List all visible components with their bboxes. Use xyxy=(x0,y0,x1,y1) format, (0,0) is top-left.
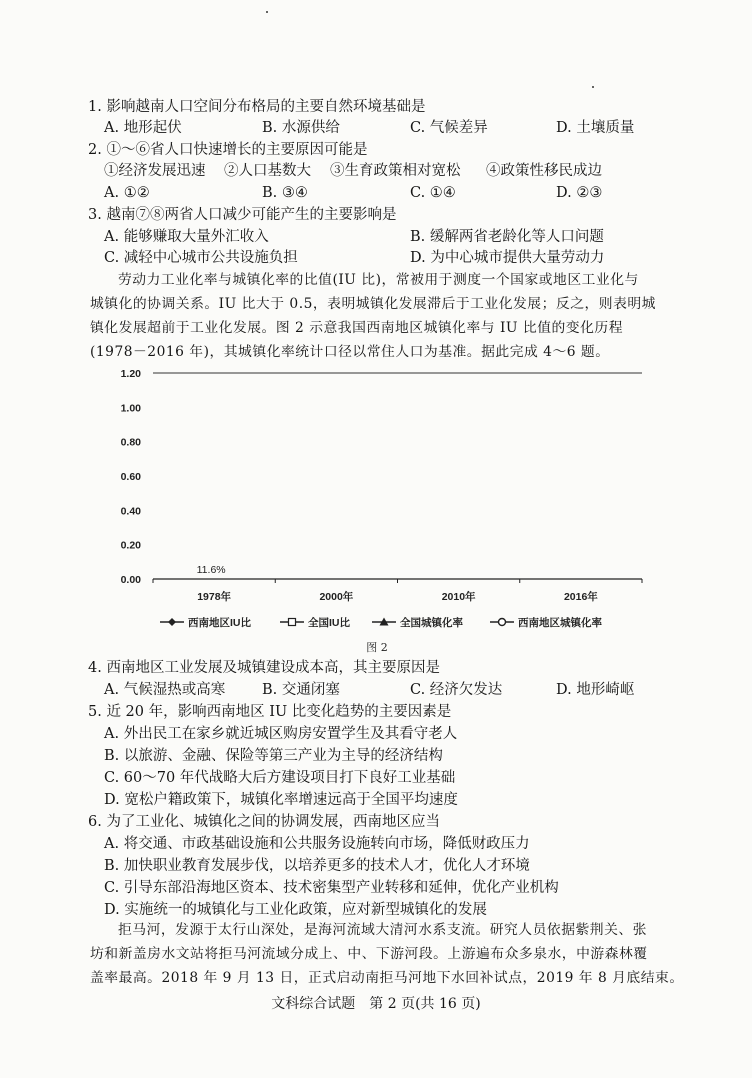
question-6-option-c: C. 引导东部沿海地区资本、技术密集型产业转移和延伸，优化产业机构 xyxy=(104,880,559,896)
chart-caption: 图 2 xyxy=(366,641,388,654)
question-1-option-b: B. 水源供给 xyxy=(262,120,340,136)
intro-line-3: 镇化发展超前于工业化发展。图 2 示意我国西南地区城镇化率与 IU 比值的变化历程 xyxy=(90,320,623,336)
question-3-option-a: A. 能够赚取大量外汇收入 xyxy=(104,229,269,245)
legend-label: 全国城镇化率 xyxy=(400,617,463,629)
legend-label: 西南地区城镇化率 xyxy=(518,617,602,629)
question-6-option-a: A. 将交通、市政基础设施和公共服务设施转向市场，降低财政压力 xyxy=(104,836,530,852)
question-1-option-d: D. 土壤质量 xyxy=(556,120,635,136)
line-chart xyxy=(0,360,752,654)
question-5-option-a: A. 外出民工在家乡就近城区购房安置学生及其看守老人 xyxy=(104,726,458,742)
question-4-stem: 4. 西南地区工业发展及城镇建设成本高，其主要原因是 xyxy=(88,660,440,676)
question-5-option-b: B. 以旅游、金融、保险等第三产业为主导的经济结构 xyxy=(104,748,443,764)
y-tick-label: 0.20 xyxy=(120,539,141,552)
legend-marker-square xyxy=(289,619,296,626)
question-3-option-b: B. 缓解两省老龄化等人口问题 xyxy=(410,229,604,245)
question-2-option-b: B. ③④ xyxy=(262,185,308,201)
question-4-option-a: A. 气候湿热或高寒 xyxy=(104,682,226,698)
question-2-option-d: D. ②③ xyxy=(556,185,603,201)
question-3-option-d: D. 为中心城市提供大量劳动力 xyxy=(410,250,605,266)
intro-line-4: (1978－2016 年)，其城镇化率统计口径以常住人口为基准。据此完成 4～6 题。 xyxy=(90,344,610,360)
question-5-option-d: D. 宽松户籍政策下，城镇化率增速远高于全国平均速度 xyxy=(104,792,458,808)
legend-marker-circle xyxy=(499,619,506,626)
question-2-statement-1: ①经济发展迅速 xyxy=(104,163,206,179)
question-1-option-a: A. 地形起伏 xyxy=(104,120,182,136)
y-tick-label: 0.40 xyxy=(120,505,141,518)
scan-speck xyxy=(266,11,268,13)
scan-speck xyxy=(592,86,594,88)
x-tick-label: 2010年 xyxy=(441,591,476,603)
x-tick-label: 1978年 xyxy=(197,591,232,603)
outro-line-2: 坊和新盖房水文站将拒马河流域分成上、中、下游河段。上游遍布众多泉水，中游森林覆 xyxy=(90,946,648,962)
question-4-option-c: C. 经济欠发达 xyxy=(410,682,503,698)
question-4-option-d: D. 地形崎岖 xyxy=(556,682,635,698)
outro-line-3: 盖率最高。2018 年 9 月 13 日，正式启动南拒马河地下水回补试点，2019 年 8 月底结束。 xyxy=(90,970,684,986)
question-4-option-b: B. 交通闭塞 xyxy=(262,682,340,698)
y-tick-label: 1.00 xyxy=(120,402,141,415)
y-tick-label: 0.00 xyxy=(120,574,141,586)
legend-label: 西南地区IU比 xyxy=(188,617,251,629)
question-1-stem: 1. 影响越南人口空间分布格局的主要自然环境基础是 xyxy=(88,99,426,115)
legend-label: 全国IU比 xyxy=(308,617,350,629)
question-6-option-d: D. 实施统一的城镇化与工业化政策，应对新型城镇化的发展 xyxy=(104,902,487,918)
y-tick-label: 0.60 xyxy=(120,471,141,483)
question-5-option-c: C. 60～70 年代战略大后方建设项目打下良好工业基础 xyxy=(104,770,456,786)
question-5-stem: 5. 近 20 年，影响西南地区 IU 比变化趋势的主要因素是 xyxy=(88,704,452,720)
legend-marker-diamond xyxy=(168,618,176,626)
intro-line-1: 劳动力工业化率与城镇化率的比值(IU 比)，常被用于测度一个国家或地区工业化与 xyxy=(118,272,639,288)
question-2-statement-4: ④政策性移民成边 xyxy=(486,163,602,179)
question-3-stem: 3. 越南⑦⑧两省人口减少可能产生的主要影响是 xyxy=(88,207,397,223)
question-6-option-b: B. 加快职业教育发展步伐，以培养更多的技术人才，优化人才环境 xyxy=(104,858,530,874)
intro-line-2: 城镇化的协调关系。IU 比大于 0.5，表明城镇化发展滞后于工业化发展；反之，则表明城 xyxy=(90,296,656,312)
x-tick-label: 2016年 xyxy=(563,591,598,603)
y-tick-label: 1.20 xyxy=(120,368,141,380)
question-3-option-c: C. 减轻中心城市公共设施负担 xyxy=(104,250,298,266)
question-2-stem: 2. ①～⑥省人口快速增长的主要原因可能是 xyxy=(88,142,368,158)
question-2-option-a: A. ①② xyxy=(104,185,150,201)
x-tick-label: 2000年 xyxy=(319,591,354,603)
page-footer: 文科综合试题 第 2 页(共 16 页) xyxy=(271,996,481,1012)
question-1-option-c: C. 气候差异 xyxy=(410,120,488,136)
question-2-statement-3: ③生育政策相对宽松 xyxy=(330,163,461,179)
question-2-statement-2: ②人口基数大 xyxy=(224,163,311,179)
outro-line-1: 拒马河，发源于太行山深处，是海河流域大清河水系支流。研究人员依据紫荆关、张 xyxy=(118,922,647,938)
y-tick-label: 0.80 xyxy=(120,436,141,449)
data-label: 11.6% xyxy=(196,564,226,576)
question-2-option-c: C. ①④ xyxy=(410,185,456,201)
question-6-stem: 6. 为了工业化、城镇化之间的协调发展，西南地区应当 xyxy=(88,814,440,830)
